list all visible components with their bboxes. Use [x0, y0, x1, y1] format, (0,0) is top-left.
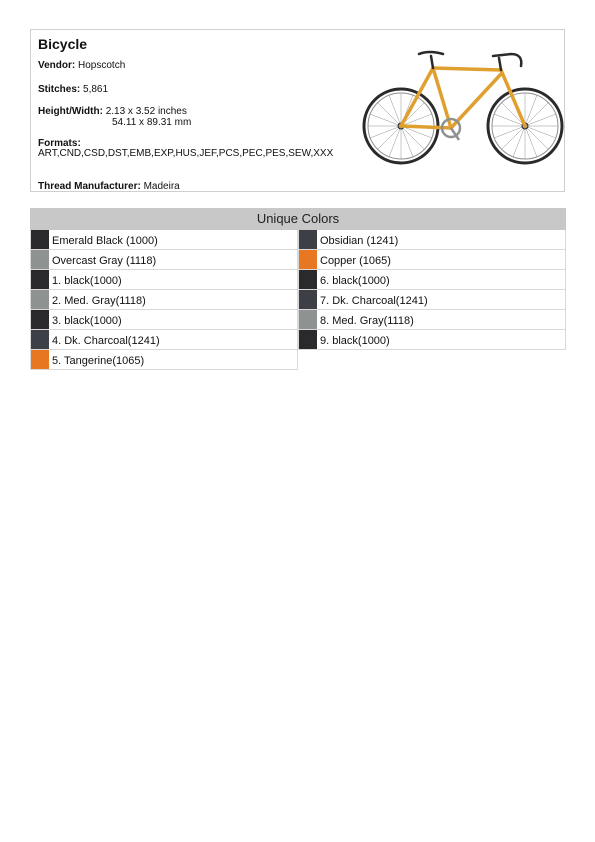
color-swatch: [31, 350, 49, 369]
color-swatch: [299, 330, 317, 349]
color-label: 1. black(1000): [52, 275, 122, 287]
color-swatch: [299, 230, 317, 249]
thread-value: Madeira: [143, 181, 180, 192]
color-swatch: [31, 310, 49, 329]
height-width-label: Height/Width:: [38, 106, 103, 117]
color-swatch: [299, 250, 317, 269]
color-row: [30, 250, 298, 270]
design-card: [30, 29, 565, 192]
height-width-mm: 54.11 x 89.31 mm: [112, 117, 192, 128]
color-swatch: [31, 250, 49, 269]
color-swatch: [31, 330, 49, 349]
color-label: 5. Tangerine(1065): [52, 355, 145, 367]
color-row: [298, 250, 566, 270]
color-label: Obsidian (1241): [320, 235, 399, 247]
thread-row: [38, 181, 180, 192]
color-label: Emerald Black (1000): [52, 235, 158, 247]
color-label: 7. Dk. Charcoal(1241): [320, 295, 428, 307]
stitches-label: Stitches:: [38, 84, 81, 95]
color-row: [30, 290, 298, 310]
formats-label: Formats:: [38, 138, 81, 149]
formats-value: ART,CND,CSD,DST,EMB,EXP,HUS,JEF,PCS,PEC,PES,SEW,XXX: [38, 148, 334, 159]
vendor-value: Hopscotch: [78, 60, 126, 71]
color-label: Copper (1065): [320, 255, 391, 267]
color-label: 2. Med. Gray(1118): [52, 295, 146, 307]
color-row: [298, 290, 566, 310]
color-row: [30, 330, 298, 350]
height-width-row: [38, 106, 187, 117]
color-label: 9. black(1000): [320, 335, 390, 347]
vendor-label: Vendor:: [38, 60, 76, 71]
color-swatch: [31, 290, 49, 309]
color-row: [30, 270, 298, 290]
bicycle-image: [361, 32, 565, 170]
color-row: [298, 310, 566, 330]
height-width-inches: 2.13 x 3.52 inches: [105, 106, 187, 117]
color-row: [30, 310, 298, 330]
color-swatch: [299, 310, 317, 329]
unique-colors-header: Unique Colors: [30, 208, 566, 230]
color-swatch: [31, 230, 49, 249]
color-swatch: [299, 270, 317, 289]
color-label: 3. black(1000): [52, 315, 122, 327]
vendor-row: [38, 60, 125, 71]
color-row: [298, 230, 566, 250]
stitches-value: 5,861: [83, 84, 109, 95]
color-row: [298, 330, 566, 350]
unique-colors-section: [30, 208, 566, 367]
color-label: 8. Med. Gray(1118): [320, 315, 414, 327]
color-row: [298, 270, 566, 290]
color-label: 6. black(1000): [320, 275, 390, 287]
color-row: [30, 230, 298, 250]
color-swatch: [299, 290, 317, 309]
design-info: [38, 35, 358, 192]
color-label: Overcast Gray (1118): [52, 255, 157, 267]
thread-label: Thread Manufacturer:: [38, 181, 141, 192]
color-swatch: [31, 270, 49, 289]
stitches-row: [38, 84, 108, 95]
color-label: 4. Dk. Charcoal(1241): [52, 335, 160, 347]
color-row: [30, 350, 298, 370]
design-title: Bicycle: [38, 36, 88, 52]
